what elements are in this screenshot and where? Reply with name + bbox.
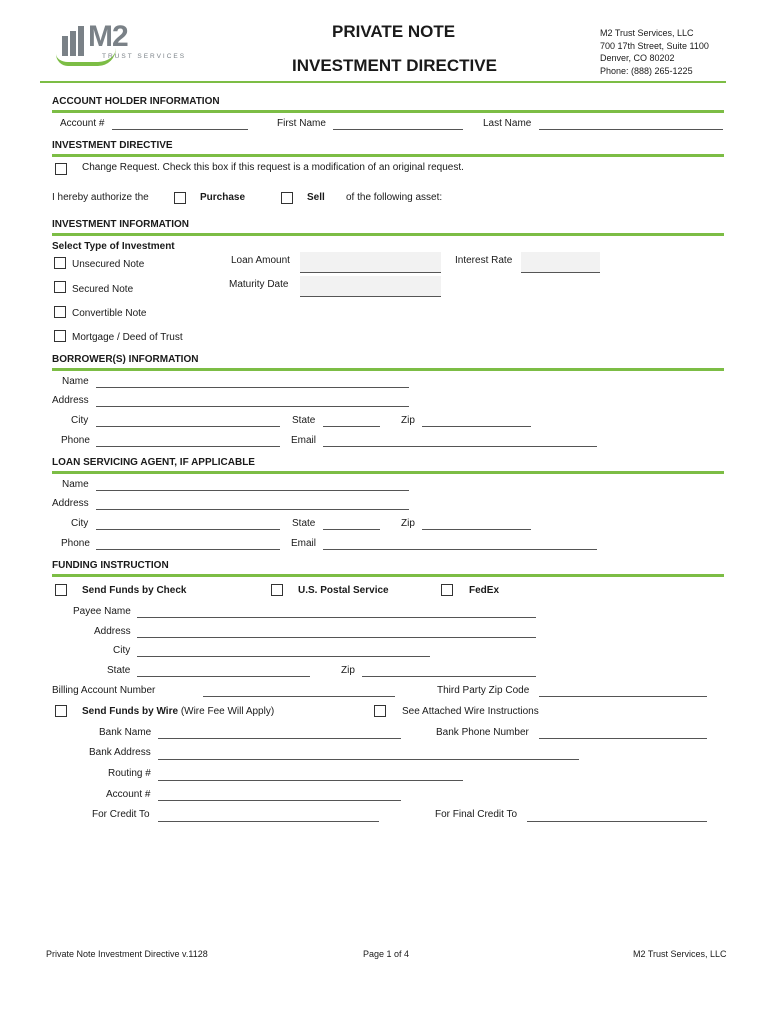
postal-service-checkbox[interactable] [271,584,283,596]
funds-by-wire-label [82,706,274,718]
agent-address-field[interactable] [96,509,409,510]
bank-phone-label: Bank Phone Number [436,727,529,738]
logo [56,18,187,64]
first-name-label: First Name [277,118,326,129]
section-account-holder: ACCOUNT HOLDER INFORMATION [52,94,724,113]
agent-name-label: Name [62,479,89,490]
change-request-checkbox[interactable] [55,163,67,175]
agent-phone-label: Phone [61,538,90,549]
borrower-city-label: City [71,415,89,426]
section-borrower: BORROWER(S) INFORMATION [52,352,724,371]
borrower-state-field[interactable] [323,426,380,427]
header-divider [40,81,726,83]
loan-amount-label: Loan Amount [231,255,290,266]
borrower-address-label: Address [52,395,89,406]
logo-subtitle: TRUST SERVICES [102,53,187,60]
unsecured-note-label: Unsecured Note [72,259,145,270]
final-credit-field[interactable] [527,821,707,822]
agent-phone-field[interactable] [96,549,280,550]
section-investment-directive: INVESTMENT DIRECTIVE [52,138,724,157]
agent-zip-label: Zip [401,518,415,529]
sell-checkbox[interactable] [281,192,293,204]
convertible-note-checkbox[interactable] [54,306,66,318]
maturity-date-field[interactable] [300,276,441,297]
borrower-city-field[interactable] [96,426,280,427]
agent-city-field[interactable] [96,529,280,530]
borrower-name-field[interactable] [96,387,409,388]
authorize-label: I hereby authorize the [52,192,149,203]
funds-by-wire-text: Send Funds by Wire [82,706,179,717]
purchase-checkbox[interactable] [174,192,186,204]
borrower-zip-label: Zip [401,415,415,426]
secured-note-checkbox[interactable] [54,281,66,293]
agent-name-field[interactable] [96,490,409,491]
purchase-label: Purchase [200,192,246,203]
company-street: 700 17th Street, Suite 1100 [600,41,709,51]
bank-name-field[interactable] [158,738,401,739]
payee-state-label: State [107,665,131,676]
payee-city-field[interactable] [137,656,430,657]
agent-address-label: Address [52,498,89,509]
credit-to-label: For Credit To [92,809,150,820]
borrower-name-label: Name [62,376,89,387]
funds-by-check-label: Send Funds by Check [82,585,187,596]
last-name-field[interactable] [539,129,723,130]
first-name-field[interactable] [333,129,463,130]
interest-rate-field[interactable] [521,252,600,273]
title-line1: PRIVATE NOTE [332,22,456,41]
agent-email-field[interactable] [323,549,597,550]
agent-state-field[interactable] [323,529,380,530]
agent-email-label: Email [291,538,317,549]
borrower-email-label: Email [291,435,317,446]
billing-account-field[interactable] [203,696,395,697]
interest-rate-label: Interest Rate [455,255,513,266]
wire-account-field[interactable] [158,800,401,801]
footer-company: M2 Trust Services, LLC [633,949,727,959]
see-attached-checkbox[interactable] [374,705,386,717]
borrower-address-field[interactable] [96,406,409,407]
see-attached-label: See Attached Wire Instructions [402,706,539,717]
payee-name-label: Payee Name [73,606,131,617]
payee-address-field[interactable] [137,637,536,638]
loan-amount-field[interactable] [300,252,441,273]
payee-zip-field[interactable] [362,676,536,677]
fedex-checkbox[interactable] [441,584,453,596]
final-credit-label: For Final Credit To [435,809,518,820]
change-request-label: Change Request. Check this box if this request is a modification of an original request. [82,162,464,173]
footer-page-number: Page 1 of 4 [363,949,410,959]
section-funding: FUNDING INSTRUCTION [52,558,724,577]
mortgage-label: Mortgage / Deed of Trust [72,332,183,343]
company-phone: Phone: (888) 265-1225 [600,66,693,76]
third-party-zip-field[interactable] [539,696,707,697]
credit-to-field[interactable] [158,821,379,822]
agent-city-label: City [71,518,89,529]
borrower-email-field[interactable] [323,446,597,447]
postal-service-label: U.S. Postal Service [298,585,389,596]
unsecured-note-checkbox[interactable] [54,257,66,269]
secured-note-label: Secured Note [72,284,134,295]
payee-city-label: City [113,645,131,656]
funds-by-wire-checkbox[interactable] [55,705,67,717]
payee-name-field[interactable] [137,617,536,618]
third-party-zip-label: Third Party Zip Code [437,685,530,696]
wire-fee-note: (Wire Fee Will Apply) [180,706,275,717]
asset-label: of the following asset: [346,192,443,203]
account-number-field[interactable] [112,129,248,130]
billing-account-label: Billing Account Number [52,685,156,696]
select-type-label: Select Type of Investment [52,241,175,252]
borrower-phone-label: Phone [61,435,90,446]
agent-zip-field[interactable] [422,529,531,530]
bank-address-field[interactable] [158,759,579,760]
section-agent: LOAN SERVICING AGENT, IF APPLICABLE [52,455,724,474]
routing-field[interactable] [158,780,463,781]
company-name: M2 Trust Services, LLC [600,28,694,38]
funds-by-check-checkbox[interactable] [55,584,67,596]
sell-label: Sell [307,192,325,203]
section-investment-information: INVESTMENT INFORMATION [52,217,724,236]
bank-name-label: Bank Name [99,727,152,738]
mortgage-checkbox[interactable] [54,330,66,342]
borrower-phone-field[interactable] [96,446,280,447]
payee-address-label: Address [94,626,131,637]
wire-account-label: Account # [106,789,151,800]
maturity-date-label: Maturity Date [229,279,289,290]
convertible-note-label: Convertible Note [72,308,147,319]
logo-text: M2 [88,20,128,53]
bank-phone-field[interactable] [539,738,707,739]
agent-state-label: State [292,518,316,529]
title-line2: INVESTMENT DIRECTIVE [292,56,497,75]
payee-state-field[interactable] [137,676,310,677]
routing-label: Routing # [108,768,151,779]
payee-zip-label: Zip [341,665,355,676]
borrower-state-label: State [292,415,316,426]
bank-address-label: Bank Address [89,747,151,758]
fedex-label: FedEx [469,585,500,596]
last-name-label: Last Name [483,118,532,129]
account-number-label: Account # [60,118,105,129]
borrower-zip-field[interactable] [422,426,531,427]
footer-version: Private Note Investment Directive v.1128 [46,949,208,959]
company-city: Denver, CO 80202 [600,53,675,63]
